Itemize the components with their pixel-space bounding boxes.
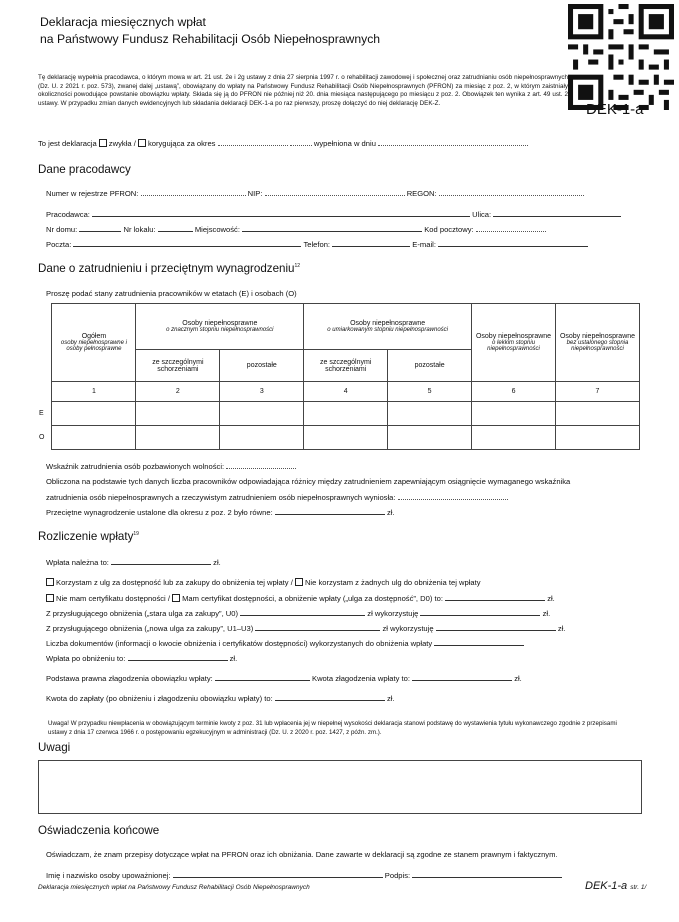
new-relief-field[interactable] bbox=[255, 623, 380, 631]
new-used-unit: zł. bbox=[557, 624, 566, 633]
house-label: Nr domu: bbox=[46, 225, 78, 234]
due-label: Wpłata należna to: bbox=[46, 558, 109, 567]
cell-o7[interactable] bbox=[556, 426, 640, 450]
cell-o3[interactable] bbox=[220, 426, 304, 450]
employer-field[interactable] bbox=[92, 209, 470, 217]
email-field[interactable] bbox=[438, 239, 588, 247]
group1-sub: o znacznym stopniu niepełnosprawności bbox=[166, 327, 274, 333]
title-line-2: na Państwowy Fundusz Rehabilitacji Osób Niepełnosprawnych bbox=[40, 32, 381, 46]
pfron-field[interactable] bbox=[141, 188, 246, 196]
col7-header bbox=[556, 304, 640, 382]
basis-label: Podstawa prawna złagodzenia obowiązku wpłaty: bbox=[46, 674, 213, 683]
col1-header bbox=[52, 304, 136, 382]
relief-field[interactable] bbox=[412, 673, 512, 681]
footer-form-code: DEK-1-a bbox=[585, 880, 628, 892]
house-field[interactable] bbox=[79, 224, 121, 232]
after-label: Wpłata po obniżeniu to: bbox=[46, 654, 126, 663]
post-label: Poczta: bbox=[46, 240, 72, 249]
section-remarks: Uwagi bbox=[38, 741, 71, 754]
employment-intro: Proszę podać stany zatrudnienia pracowników w etatach (E) i osobach (O) bbox=[46, 289, 297, 298]
use-relief-label: Korzystam z ulg za dostępność lub za zakupy do obniżenia tej wpłaty / bbox=[56, 578, 293, 587]
phone-field[interactable] bbox=[332, 239, 410, 247]
calc-field[interactable] bbox=[398, 492, 508, 500]
old-used-label: zł wykorzystuję bbox=[367, 609, 419, 618]
footer-page: str. 1/ bbox=[630, 884, 647, 891]
basis-row bbox=[46, 673, 522, 683]
normal-checkbox[interactable] bbox=[99, 139, 107, 147]
filled-date-field[interactable] bbox=[378, 138, 528, 146]
calc-line-1: Obliczona na podstawie tych danych liczba pracowników odpowiadająca różnicy między zatrudnieniem zapewniającym osiągnięcie wymaganego wskaźnika bbox=[46, 477, 571, 486]
row-o-label: O bbox=[39, 434, 45, 441]
col1-title: Ogółem bbox=[81, 333, 107, 340]
cell-e3[interactable] bbox=[220, 402, 304, 426]
regon-label: REGON: bbox=[406, 189, 437, 198]
cell-o1[interactable] bbox=[52, 426, 136, 450]
basis-field[interactable] bbox=[215, 673, 310, 681]
employment-table bbox=[38, 303, 640, 450]
indicator-row bbox=[46, 461, 296, 471]
topay-row bbox=[46, 693, 395, 703]
email-label: E-mail: bbox=[412, 240, 436, 249]
indicator-field[interactable] bbox=[226, 461, 296, 469]
new-used-field[interactable] bbox=[436, 623, 556, 631]
topay-label: Kwota do zapłaty (po obniżeniu i złagodzeniu obowiązku wpłaty) to: bbox=[46, 694, 273, 703]
no-relief-label: Nie korzystam z żadnych ulg do obniżenia tej wpłaty bbox=[304, 578, 481, 587]
accessibility-label: , a obniżenie wpłaty („ulga za dostępność”, D0) to: bbox=[274, 594, 443, 603]
new-relief-label: Z przysługującego obniżenia („nowa ulga za zakupy”, U1–U3) bbox=[46, 624, 254, 633]
cell-e4[interactable] bbox=[304, 402, 388, 426]
signature-row bbox=[46, 870, 562, 880]
cell-e7[interactable] bbox=[556, 402, 640, 426]
no-relief-checkbox[interactable] bbox=[295, 578, 303, 586]
old-relief-field[interactable] bbox=[240, 608, 365, 616]
footer-text: Deklaracja miesięcznych wpłat na Państwowy Fundusz Rehabilitacji Osób Niepełnosprawnych bbox=[38, 884, 310, 891]
certificate-checkbox[interactable] bbox=[172, 594, 180, 602]
normal-label: zwykła / bbox=[108, 139, 136, 148]
new-relief-row bbox=[46, 623, 565, 633]
due-field[interactable] bbox=[111, 557, 211, 565]
section-settlement: Rozliczenie wpłaty$^{19}$ bbox=[38, 530, 139, 543]
salary-unit: zł. bbox=[386, 508, 395, 517]
cell-o4[interactable] bbox=[304, 426, 388, 450]
docs-field[interactable] bbox=[434, 638, 524, 646]
col-num-2: 2 bbox=[136, 382, 220, 402]
old-relief-row bbox=[46, 608, 550, 618]
form-code: DEK-1-a bbox=[586, 101, 644, 118]
salary-field[interactable] bbox=[275, 507, 385, 515]
row-e-label: E bbox=[39, 410, 44, 417]
phone-label: Telefon: bbox=[303, 240, 331, 249]
relief-unit: zł. bbox=[514, 674, 522, 683]
pfron-label: Numer w rejestrze PFRON: bbox=[46, 189, 139, 198]
correction-label: korygująca za okres bbox=[147, 139, 216, 148]
col4-header: ze szczególnymi schorzeniami bbox=[304, 350, 388, 382]
indicator-label: Wskaźnik zatrudnienia osób pozbawionych wolności: bbox=[46, 462, 225, 471]
period-year-field[interactable] bbox=[290, 138, 312, 146]
name-label: Imię i nazwisko osoby upoważnionej: bbox=[46, 871, 171, 880]
intro-text: Tę deklarację wypełnia pracodawca, o którym mowa w art. 21 ust. 2e i 2g ustawy z dnia 27 sierpnia 1997 r. o rehabilitacji zawodowej i społecznej oraz zatrudnianiu osób niepełnosprawnych (Dz. U. z 2021 r. poz. 573), zwanej dalej „ustawą”, obowiązany do wpłaty na Państwowy Fundusz Rehabilitacji Osób Niepełnosprawnych (PFRON) za miesiąc z poz. 2, w którym zaistniały okoliczności powodujące powstanie obowiązku wpłaty. Składa się ją do PFRON nie później niż 20. dnia miesiąca następującego po miesiącu z poz. 2. Obowiązek ten wynika z art. 49 ust. 2 ustawy. W przypadku zmian danych ewidencyjnych lub składania deklaracji DEK-1-a po raz pierwszy, proszę dołączyć do niej deklarację DEK-Z. bbox=[38, 74, 568, 107]
contact-row bbox=[46, 239, 588, 249]
relief-label: Kwota złagodzenia wpłaty to: bbox=[312, 674, 410, 683]
relief-option-row bbox=[46, 578, 481, 587]
cell-o6[interactable] bbox=[472, 426, 556, 450]
col3-header: pozostałe bbox=[220, 350, 304, 382]
due-unit: zł. bbox=[213, 558, 221, 567]
col6-sub: o lekkim stopniu niepełnosprawności bbox=[487, 340, 540, 352]
declaration-prefix: To jest deklaracja bbox=[38, 139, 97, 148]
section-employment-label: Dane o zatrudnieniu i przeciętnym wynagrodzeniu bbox=[38, 262, 295, 275]
post-field[interactable] bbox=[73, 239, 301, 247]
col5-header: pozostałe bbox=[388, 350, 472, 382]
group1-header bbox=[136, 304, 304, 350]
name-field[interactable] bbox=[173, 870, 383, 878]
form-title bbox=[40, 14, 380, 48]
topay-field[interactable] bbox=[275, 693, 385, 701]
cell-e1[interactable] bbox=[52, 402, 136, 426]
group1-title: Osoby niepełnosprawne bbox=[182, 320, 258, 327]
cell-e5[interactable] bbox=[388, 402, 472, 426]
calc-line-2: zatrudnienia osób niepełnosprawnych a rzeczywistym zatrudnieniem osób niepełnosprawnych wyniosła: bbox=[46, 493, 396, 502]
address-row bbox=[46, 224, 546, 234]
new-used-label: zł wykorzystuję bbox=[382, 624, 434, 633]
salary-label: Przeciętne wynagrodzenie ustalone dla okresu z poz. 2 było równe: bbox=[46, 508, 273, 517]
filled-label: wypełniona w dniu bbox=[313, 139, 376, 148]
accessibility-field[interactable] bbox=[445, 593, 545, 601]
certificate-label: Mam certyfikat dostępności bbox=[182, 594, 275, 603]
col7-sub: bez ustalonego stopnia niepełnosprawności bbox=[566, 340, 629, 352]
after-unit: zł. bbox=[229, 654, 238, 663]
group2-header bbox=[304, 304, 472, 350]
employer-row bbox=[46, 209, 621, 219]
calc-row bbox=[46, 492, 508, 502]
col-num-7: 7 bbox=[556, 382, 640, 402]
payment-warning: Uwaga! W przypadku niewpłacenia w obowiązującym terminie kwoty z poz. 31 lub wpłacenia jej w niepełnej wysokości deklaracja stanowi podstawę do wystawienia tytułu wykonawczego zgodnie z przepisami ustawy z dnia 17 czerwca 1966 r. o postępowaniu egzekucyjnym w administracji (Dz. U. z 2020 r. poz. 1427, z późn. zm.). bbox=[48, 720, 617, 736]
col-num-5: 5 bbox=[388, 382, 472, 402]
street-field[interactable] bbox=[493, 209, 621, 217]
due-row bbox=[46, 557, 221, 567]
col-num-4: 4 bbox=[304, 382, 388, 402]
nip-field[interactable] bbox=[265, 188, 405, 196]
old-relief-label: Z przysługującego obniżenia („stara ulga za zakupy”, U0) bbox=[46, 609, 239, 618]
docs-row bbox=[46, 638, 524, 648]
col6-header bbox=[472, 304, 556, 382]
signature-field[interactable] bbox=[412, 870, 562, 878]
no-certificate-label: Nie mam certyfikatu dostępności / bbox=[56, 594, 170, 603]
section-employer: Dane pracodawcy bbox=[38, 163, 131, 176]
after-field[interactable] bbox=[128, 653, 228, 661]
old-used-field[interactable] bbox=[420, 608, 540, 616]
topay-unit: zł. bbox=[386, 694, 395, 703]
signature-label: Podpis: bbox=[384, 871, 411, 880]
declaration-row bbox=[38, 138, 528, 148]
col-num-1: 1 bbox=[52, 382, 136, 402]
col2-header: ze szczególnymi schorzeniami bbox=[136, 350, 220, 382]
title-line-1: Deklaracja miesięcznych wpłat bbox=[40, 15, 206, 29]
after-row bbox=[46, 653, 237, 663]
remarks-textarea[interactable] bbox=[38, 760, 642, 814]
section-settlement-label: Rozliczenie wpłaty bbox=[38, 530, 134, 543]
pfron-row bbox=[46, 188, 584, 198]
period-field[interactable] bbox=[218, 138, 288, 146]
cell-o2[interactable] bbox=[136, 426, 220, 450]
no-certificate-checkbox[interactable] bbox=[46, 594, 54, 602]
postal-label: Kod pocztowy: bbox=[424, 225, 474, 234]
section-employment: Dane o zatrudnieniu i przeciętnym wynagrodzeniu$^{12}$ bbox=[38, 262, 301, 275]
group2-sub: o umiarkowanym stopniu niepełnosprawności bbox=[327, 327, 449, 333]
col-num-3: 3 bbox=[220, 382, 304, 402]
col7-title: Osoby niepełnosprawne bbox=[559, 333, 636, 340]
final-statement: Oświadczam, że znam przepisy dotyczące wpłat na PFRON oraz ich obniżania. Dane zawarte w deklaracji są zgodne ze stanem prawnym i faktycznym. bbox=[46, 850, 558, 859]
flat-field[interactable] bbox=[158, 224, 193, 232]
use-relief-checkbox[interactable] bbox=[46, 578, 54, 586]
section-final: Oświadczenia końcowe bbox=[38, 824, 160, 837]
footer-code bbox=[585, 880, 646, 892]
cell-e2[interactable] bbox=[136, 402, 220, 426]
employer-label: Pracodawca: bbox=[46, 210, 90, 219]
regon-field[interactable] bbox=[439, 188, 584, 196]
old-used-unit: zł. bbox=[542, 609, 551, 618]
city-field[interactable] bbox=[242, 224, 422, 232]
accessibility-unit: zł. bbox=[547, 594, 555, 603]
docs-label: Liczba dokumentów (informacji o kwocie obniżenia i certyfikatów dostępności) wykorzystanych do obniżenia wpłaty bbox=[46, 639, 433, 648]
col6-title: Osoby niepełnosprawne bbox=[475, 333, 552, 340]
col-num-6: 6 bbox=[472, 382, 556, 402]
qr-code-icon bbox=[568, 4, 674, 110]
city-label: Miejscowość: bbox=[194, 225, 240, 234]
certificate-row bbox=[46, 593, 555, 603]
col1-sub: osoby niepełnosprawne i osoby pełnosprawne bbox=[60, 340, 127, 352]
cell-e6[interactable] bbox=[472, 402, 556, 426]
correction-checkbox[interactable] bbox=[138, 139, 146, 147]
salary-row bbox=[46, 507, 395, 517]
cell-o5[interactable] bbox=[388, 426, 472, 450]
street-label: Ulica: bbox=[472, 210, 492, 219]
group2-title: Osoby niepełnosprawne bbox=[350, 320, 426, 327]
nip-label: NIP: bbox=[247, 189, 263, 198]
postal-field[interactable] bbox=[476, 224, 546, 232]
flat-label: Nr lokalu: bbox=[123, 225, 156, 234]
